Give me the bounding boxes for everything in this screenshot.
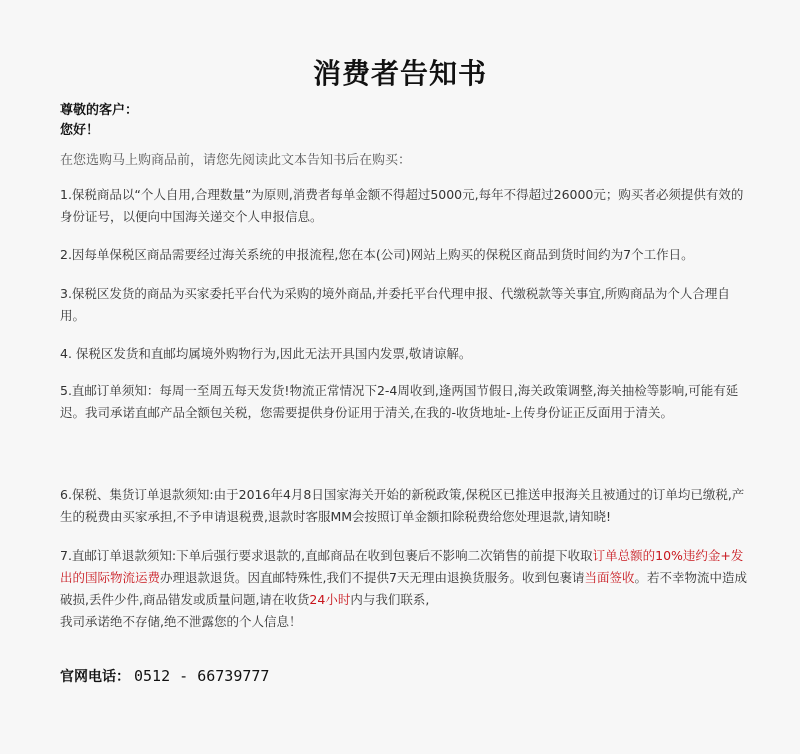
greeting-line-1: 尊敬的客户： xyxy=(60,103,139,118)
hotline-number: 0512 - 66739777 xyxy=(134,667,270,685)
notice-item-3: 3.保税区发货的商品为买家委托平台代为采购的境外商品,并委托平台代理申报、代缴税款等关事宜,所购商品为个人合理自用。 xyxy=(60,286,730,323)
item-7-penalty-highlight: 订单总额的10%违约金+发出的国际物流运费 xyxy=(60,548,744,585)
intro-text: 在您选购马上购商品前，请您先阅读此文本告知书后在购买： xyxy=(60,153,412,168)
item-7-text-a: 7.直邮订单退款须知:下单后强行要求退款的,直邮商品在收到包裹后不影响二次销售的前提下收取 xyxy=(60,548,593,563)
item-7-text-e: 。若不幸物流中造成破损,丢件少件,商品错发或质量问题,请在收货 xyxy=(60,570,747,607)
item-7-text-g: 内与我们联系, xyxy=(350,592,430,607)
notice-item-7 xyxy=(60,545,750,633)
item-7-hours-highlight: 24小时 xyxy=(309,592,351,607)
notice-item-4: 4. 保税区发货和直邮均属境外购物行为,因此无法开具国内发票,敬请谅解。 xyxy=(60,346,472,361)
notice-item-5: 5.直邮订单须知：每周一至周五每天发货!物流正常情况下2-4周收到,逢两国节假日,海关政策调整,海关抽检等影响,可能有延迟。我司承诺直邮产品全额包关税，您需要提供身份证用于清关,在我的-收货地址-上传身份证正反面用于清关。 xyxy=(60,383,739,420)
notice-item-1: 1.保税商品以“个人自用,合理数量”为原则,消费者每单金额不得超过5000元,每年不得超过26000元；购买者必须提供有效的身份证号，以便向中国海关递交个人申报信息。 xyxy=(60,187,744,224)
item-7-privacy-text: 我司承诺绝不存储,绝不泄露您的个人信息！ xyxy=(60,614,302,629)
greeting xyxy=(60,101,138,141)
notice-item-2: 2.因每单保税区商品需要经过海关系统的申报流程,您在本(公司)网站上购买的保税区商品到货时间约为7个工作日。 xyxy=(60,247,694,262)
notice-item-6: 6.保税、集货订单退款须知:由于2016年4月8日国家海关开始的新税政策,保税区已推送申报海关且被通过的订单均已缴税,产生的税费由买家承担,不予申请退税费,退款时客服MM会按照订单金额扣除税费给您处理退款,请知晓! xyxy=(60,487,745,524)
item-7-sign-highlight: 当面签收 xyxy=(584,570,635,585)
hotline-label: 官网电话： xyxy=(60,669,130,685)
greeting-line-2: 您好！ xyxy=(60,123,100,138)
hotline xyxy=(60,666,269,686)
page-title: 消费者告知书 xyxy=(312,57,487,90)
item-7-text-c: 办理退款退货。因直邮特殊性,我们不提供7天无理由退换货服务。收到包裹请 xyxy=(160,570,585,585)
